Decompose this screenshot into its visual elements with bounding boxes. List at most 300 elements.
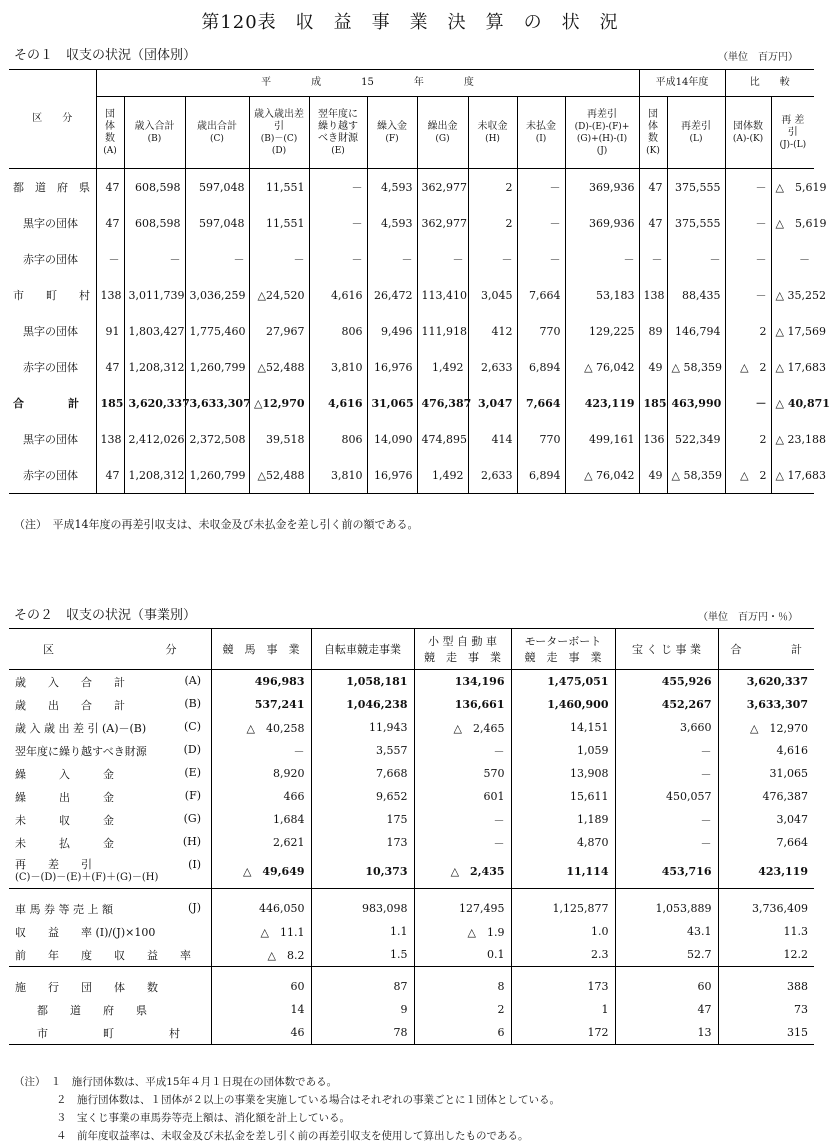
cell-value: 3,045 bbox=[468, 277, 517, 313]
row-label bbox=[9, 1021, 211, 1045]
cell-value: △ 40,871 bbox=[771, 385, 814, 421]
table-row bbox=[9, 277, 814, 313]
header-line: 自転車競走事業 bbox=[324, 643, 401, 656]
col-header bbox=[417, 97, 468, 169]
col-header bbox=[249, 97, 314, 169]
col-header-code: (D)-(E)-(F)+(G)+(H)-(I) bbox=[574, 121, 630, 144]
cell-value: △24,520 bbox=[249, 277, 309, 313]
cell-value: 608,598 bbox=[124, 169, 185, 206]
col-header-code: (B) bbox=[147, 133, 162, 144]
header-line: 競 走 事 業 bbox=[524, 651, 602, 664]
cell-value: － bbox=[667, 241, 725, 277]
cell-value: 49 bbox=[639, 349, 667, 385]
row-label-wrap bbox=[15, 674, 201, 690]
row-label bbox=[9, 785, 211, 808]
col-header-name: 再 差 引 bbox=[781, 114, 805, 138]
cell-value: 185 bbox=[639, 385, 667, 421]
cell-value: 4,616 bbox=[309, 385, 367, 421]
cell-value: － bbox=[615, 808, 718, 831]
row-label: 黒字の団体 bbox=[23, 217, 78, 230]
col-header bbox=[639, 97, 667, 169]
cell-value: 3,633,307 bbox=[185, 385, 249, 421]
col-header-code: (A)-(K) bbox=[732, 133, 764, 144]
cell-value: 10,373 bbox=[311, 854, 414, 889]
cell-value: 11,943 bbox=[311, 716, 414, 739]
row-code: (J) bbox=[188, 900, 201, 914]
cell-value: △ 5,619 bbox=[771, 169, 814, 206]
cell-value: － bbox=[517, 169, 565, 206]
cell-value: 2 bbox=[725, 313, 771, 349]
group-h14-header: 平成14年度 bbox=[639, 70, 725, 97]
cell-value: 362,977 bbox=[417, 205, 468, 241]
col-header-code: (F) bbox=[385, 133, 399, 144]
col-header-name: 未払金 bbox=[526, 120, 556, 132]
cell-value: 43.1 bbox=[615, 920, 718, 943]
spacer-cell bbox=[615, 889, 718, 898]
group-h15-header: 平 成 15 年 度 bbox=[96, 70, 639, 97]
col-header-name: 歳入合計 bbox=[134, 120, 175, 132]
cell-value: 1,803,427 bbox=[124, 313, 185, 349]
col-header-name: 団体数 bbox=[733, 120, 764, 132]
cell-value: － bbox=[615, 831, 718, 854]
cell-value: － bbox=[309, 169, 367, 206]
cell-value: 7,664 bbox=[517, 385, 565, 421]
row-label: 赤字の団体 bbox=[23, 469, 78, 482]
row-label-text: 未 払 金 bbox=[15, 836, 114, 850]
col-header-name: 再差引 bbox=[681, 120, 712, 132]
cell-value: 27,967 bbox=[249, 313, 309, 349]
col-header-code: (H) bbox=[485, 133, 500, 144]
section-1-note: （注） 平成14年度の再差引収支は、未収金及び未払金を差し引く前の額である。 bbox=[14, 518, 419, 531]
section-2-notes bbox=[14, 1073, 560, 1145]
cell-value: 185 bbox=[96, 385, 124, 421]
cell-value: 315 bbox=[718, 1021, 814, 1045]
col-header bbox=[517, 97, 565, 169]
cell-value: 60 bbox=[615, 975, 718, 998]
col-header-code: (E) bbox=[331, 145, 345, 156]
row-label-text: 繰 入 金 bbox=[15, 767, 114, 781]
cell-value: － bbox=[414, 808, 511, 831]
row-code: (G) bbox=[183, 811, 201, 825]
cell-value: △ 2,435 bbox=[414, 854, 511, 889]
cell-value: － bbox=[615, 739, 718, 762]
cell-value: △ 58,359 bbox=[667, 349, 725, 385]
row-code: (B) bbox=[184, 696, 201, 710]
cell-value: 4,616 bbox=[718, 739, 814, 762]
kubun-header: 区 分 bbox=[9, 70, 96, 169]
cell-value: － bbox=[468, 241, 517, 277]
row-label: 黒字の団体 bbox=[23, 325, 78, 338]
cell-value: － bbox=[414, 831, 511, 854]
row-label-wrap bbox=[15, 697, 201, 713]
col-header-code: (K) bbox=[646, 145, 660, 156]
table-row bbox=[9, 762, 814, 785]
table-row bbox=[9, 920, 814, 943]
row-code: (H) bbox=[182, 834, 201, 848]
row-label bbox=[9, 854, 211, 889]
cell-value: 47 bbox=[96, 169, 124, 206]
col-header-code: (A) bbox=[103, 145, 117, 156]
row-label bbox=[9, 920, 211, 943]
cell-value: 1,684 bbox=[211, 808, 311, 831]
spacer-cell bbox=[9, 967, 211, 976]
table-row bbox=[9, 897, 814, 920]
col-header-name: 再差引 bbox=[587, 108, 617, 120]
col-header-code: (J)-(L) bbox=[779, 139, 807, 150]
kubun-part: 分 bbox=[165, 643, 177, 656]
cell-value: 60 bbox=[211, 975, 311, 998]
cell-value: 6,894 bbox=[517, 349, 565, 385]
table-row bbox=[9, 670, 814, 694]
row-label: 黒字の団体 bbox=[23, 433, 78, 446]
row-label-text: 収 益 率 (I)/(J)×100 bbox=[15, 925, 156, 939]
cell-value: 87 bbox=[311, 975, 414, 998]
table-row bbox=[9, 313, 814, 349]
cell-value: － bbox=[517, 205, 565, 241]
cell-value: 14,151 bbox=[511, 716, 615, 739]
kubun-part: 区 bbox=[43, 643, 54, 656]
col-header-name: 団体数 bbox=[105, 108, 115, 144]
row-label bbox=[9, 998, 211, 1021]
cell-value: △ 23,188 bbox=[771, 421, 814, 457]
row-label-text: 再 差 引 bbox=[15, 858, 92, 871]
cell-value: 127,495 bbox=[414, 897, 511, 920]
table-row bbox=[9, 975, 814, 998]
spacer-cell bbox=[414, 889, 511, 898]
cell-value: 9,496 bbox=[367, 313, 417, 349]
cell-value: 12.2 bbox=[718, 943, 814, 967]
cell-value: 2 bbox=[725, 421, 771, 457]
col-header-name: 翌年度に繰り越すべき財源 bbox=[318, 108, 358, 144]
cell-value: 453,716 bbox=[615, 854, 718, 889]
cell-value: － bbox=[725, 241, 771, 277]
header-part: 合 bbox=[730, 643, 742, 656]
cell-value: 476,387 bbox=[718, 785, 814, 808]
header-line: 競 走 事 業 bbox=[424, 651, 501, 664]
cell-value: 570 bbox=[414, 762, 511, 785]
cell-value: 476,387 bbox=[417, 385, 468, 421]
row-code: (F) bbox=[184, 788, 201, 802]
row-label-text: 施 行 団 体 数 bbox=[15, 980, 158, 994]
col-header bbox=[667, 97, 725, 169]
table-row bbox=[9, 739, 814, 762]
cell-value: － bbox=[639, 241, 667, 277]
cell-value: 455,926 bbox=[615, 670, 718, 694]
row-label-wrap bbox=[15, 924, 201, 940]
cell-value: 1.5 bbox=[311, 943, 414, 967]
cell-value: 2,621 bbox=[211, 831, 311, 854]
cell-value: 1,775,460 bbox=[185, 313, 249, 349]
cell-value: 13 bbox=[615, 1021, 718, 1045]
cell-value: 73 bbox=[718, 998, 814, 1021]
table-row bbox=[9, 716, 814, 739]
cell-value: 1 bbox=[511, 998, 615, 1021]
cell-value: － bbox=[615, 762, 718, 785]
cell-value: △ 49,649 bbox=[211, 854, 311, 889]
cell-value: － bbox=[309, 241, 367, 277]
cell-value: 53,183 bbox=[565, 277, 639, 313]
cell-value: 3,011,739 bbox=[124, 277, 185, 313]
row-label-wrap bbox=[15, 789, 201, 805]
page-title: 第120表 収 益 事 業 決 算 の 状 況 bbox=[201, 12, 619, 33]
section-2-heading: その２ 収支の状況（事業別） bbox=[14, 608, 197, 623]
cell-value: 3,810 bbox=[309, 457, 367, 494]
cell-value: △ 2,465 bbox=[414, 716, 511, 739]
row-label bbox=[9, 943, 211, 967]
cell-value: 172 bbox=[511, 1021, 615, 1045]
cell-value: 3,620,337 bbox=[718, 670, 814, 694]
cell-value: 3,633,307 bbox=[718, 693, 814, 716]
business-col-header bbox=[718, 629, 814, 670]
col-header-sub: (D) bbox=[271, 145, 287, 156]
cell-value: 16,976 bbox=[367, 349, 417, 385]
cell-value: 362,977 bbox=[417, 169, 468, 206]
table-row bbox=[9, 854, 814, 889]
row-label-wrap bbox=[15, 812, 201, 828]
col-header-name: 繰入金 bbox=[377, 120, 407, 132]
row-code: (A) bbox=[184, 673, 201, 687]
cell-value: 7,664 bbox=[718, 831, 814, 854]
cell-value: 450,057 bbox=[615, 785, 718, 808]
row-label-wrap bbox=[15, 766, 201, 782]
row-label bbox=[9, 716, 211, 739]
row-label bbox=[9, 975, 211, 998]
cell-value: － bbox=[725, 277, 771, 313]
spacer-cell bbox=[211, 967, 311, 976]
table-row bbox=[9, 457, 814, 494]
cell-value: 2,633 bbox=[468, 349, 517, 385]
cell-value: 6,894 bbox=[517, 457, 565, 494]
table-row bbox=[9, 785, 814, 808]
section-2-unit: （単位 百万円・％） bbox=[698, 612, 798, 623]
col-header bbox=[185, 97, 249, 169]
cell-value: △ 17,683 bbox=[771, 349, 814, 385]
cell-value: 608,598 bbox=[124, 205, 185, 241]
table-row bbox=[9, 385, 814, 421]
cell-value: － bbox=[417, 241, 468, 277]
row-label-text: 歳 出 合 計 bbox=[15, 698, 125, 712]
kubun-header-text bbox=[13, 641, 207, 657]
row-label-text: 歳 入 歳 出 差 引 (A)－(B) bbox=[15, 721, 147, 735]
cell-value: 2,412,026 bbox=[124, 421, 185, 457]
cell-value: 414 bbox=[468, 421, 517, 457]
cell-value: 1,046,238 bbox=[311, 693, 414, 716]
cell-value: 7,664 bbox=[517, 277, 565, 313]
row-label: 合 計 bbox=[13, 397, 79, 410]
cell-value: 3,047 bbox=[718, 808, 814, 831]
cell-value: － bbox=[185, 241, 249, 277]
cell-value: 1,208,312 bbox=[124, 349, 185, 385]
cell-value: 46 bbox=[211, 1021, 311, 1045]
section-1-unit: （単位 百万円） bbox=[718, 52, 798, 63]
row-label-text: 歳 入 合 計 bbox=[15, 675, 125, 689]
cell-value: 78 bbox=[311, 1021, 414, 1045]
row-code: (I) bbox=[188, 858, 201, 871]
cell-value: 369,936 bbox=[565, 205, 639, 241]
row-label-wrap bbox=[15, 743, 201, 759]
cell-value: － bbox=[249, 241, 309, 277]
cell-value: 3,810 bbox=[309, 349, 367, 385]
cell-value: 11,551 bbox=[249, 169, 309, 206]
note-line: ３ 宝くじ事業の車馬券等売上額は、消化額を計上している。 bbox=[14, 1112, 350, 1124]
spacer-cell bbox=[718, 967, 814, 976]
row-label-text: 都 道 府 県 bbox=[37, 1003, 147, 1017]
cell-value: 522,349 bbox=[667, 421, 725, 457]
row-label bbox=[9, 739, 211, 762]
cell-value: 138 bbox=[96, 277, 124, 313]
cell-value: 3,047 bbox=[468, 385, 517, 421]
table-row bbox=[9, 808, 814, 831]
cell-value: － bbox=[565, 241, 639, 277]
cell-value: △ 76,042 bbox=[565, 349, 639, 385]
row-code: (E) bbox=[184, 765, 201, 779]
cell-value: △ 17,569 bbox=[771, 313, 814, 349]
cell-value: △ 2 bbox=[725, 349, 771, 385]
cell-value: － bbox=[725, 169, 771, 206]
business-col-header bbox=[311, 629, 414, 670]
cell-value: 91 bbox=[96, 313, 124, 349]
row-label bbox=[9, 693, 211, 716]
section-1-heading: その１ 収支の状況（団体別） bbox=[14, 48, 197, 63]
cell-value: 2 bbox=[414, 998, 511, 1021]
cell-value: － bbox=[771, 241, 814, 277]
table-row bbox=[9, 169, 814, 206]
cell-value: △ 1.9 bbox=[414, 920, 511, 943]
row-label: 赤字の団体 bbox=[23, 253, 78, 266]
cell-value: 15,611 bbox=[511, 785, 615, 808]
cell-value: 423,119 bbox=[718, 854, 814, 889]
cell-value: 26,472 bbox=[367, 277, 417, 313]
cell-value: △ 11.1 bbox=[211, 920, 311, 943]
cell-value: 175 bbox=[311, 808, 414, 831]
cell-value: 49 bbox=[639, 457, 667, 494]
cell-value: 3,660 bbox=[615, 716, 718, 739]
cell-value: 423,119 bbox=[565, 385, 639, 421]
cell-value: 7,668 bbox=[311, 762, 414, 785]
row-label-text: 前 年 度 収 益 率 bbox=[15, 948, 191, 962]
cell-value: 138 bbox=[639, 277, 667, 313]
cell-value: 1,059 bbox=[511, 739, 615, 762]
row-label-text: 車 馬 券 等 売 上 額 bbox=[15, 902, 113, 916]
col-header-sub: (J) bbox=[596, 145, 608, 156]
spacer-cell bbox=[511, 889, 615, 898]
cell-value: 2 bbox=[468, 169, 517, 206]
cell-value: 597,048 bbox=[185, 205, 249, 241]
header-part: 計 bbox=[791, 643, 802, 656]
cell-value: 11,551 bbox=[249, 205, 309, 241]
cell-value: △12,970 bbox=[249, 385, 309, 421]
cell-value: △ 76,042 bbox=[565, 457, 639, 494]
table-row bbox=[9, 998, 814, 1021]
business-col-header bbox=[414, 629, 511, 670]
cell-value: 770 bbox=[517, 313, 565, 349]
table-row bbox=[9, 943, 814, 967]
row-label: 都 道 府 県 bbox=[13, 181, 90, 194]
cell-value: 47 bbox=[96, 205, 124, 241]
cell-value: － bbox=[414, 739, 511, 762]
cell-value: 47 bbox=[96, 457, 124, 494]
header-line: 競 馬 事 業 bbox=[222, 643, 300, 656]
cell-value: 31,065 bbox=[367, 385, 417, 421]
cell-value: 1.0 bbox=[511, 920, 615, 943]
cell-value: 601 bbox=[414, 785, 511, 808]
cell-value: 1,460,900 bbox=[511, 693, 615, 716]
cell-value: 3,036,259 bbox=[185, 277, 249, 313]
cell-value: 1,260,799 bbox=[185, 457, 249, 494]
cell-value: 983,098 bbox=[311, 897, 414, 920]
cell-value: 3,620,337 bbox=[124, 385, 185, 421]
cell-value: 1,492 bbox=[417, 349, 468, 385]
row-label-wrap bbox=[15, 835, 201, 851]
cell-value: 770 bbox=[517, 421, 565, 457]
cell-value: 2 bbox=[468, 205, 517, 241]
cell-value: △52,488 bbox=[249, 349, 309, 385]
cell-value: 146,794 bbox=[667, 313, 725, 349]
row-code: (D) bbox=[183, 742, 201, 756]
note-line: ２ 施行団体数は、１団体が２以上の事業を実施している場合はそれぞれの事業ごとに１団体としている。 bbox=[14, 1094, 560, 1106]
row-label-text: 繰 出 金 bbox=[15, 790, 114, 804]
col-header-code: (I) bbox=[535, 133, 547, 144]
table-row bbox=[9, 241, 814, 277]
cell-value: △ 58,359 bbox=[667, 457, 725, 494]
cell-value: 39,518 bbox=[249, 421, 309, 457]
row-label-wrap bbox=[15, 979, 201, 995]
row-label-wrap bbox=[15, 858, 201, 871]
cell-value: 129,225 bbox=[565, 313, 639, 349]
cell-value: 134,196 bbox=[414, 670, 511, 694]
table-row bbox=[9, 205, 814, 241]
spacer-cell bbox=[211, 889, 311, 898]
cell-value: 2,372,508 bbox=[185, 421, 249, 457]
cell-value: － bbox=[725, 385, 771, 421]
header-line: 小 型 自 動 車 bbox=[428, 635, 497, 648]
cell-value: 375,555 bbox=[667, 169, 725, 206]
row-label-formula: (C)－(D)－(E)＋(F)＋(G)－(H) bbox=[15, 872, 159, 883]
cell-value: 806 bbox=[309, 313, 367, 349]
col-header bbox=[771, 97, 814, 169]
cell-value: 31,065 bbox=[718, 762, 814, 785]
cell-value: － bbox=[517, 241, 565, 277]
cell-value: 8 bbox=[414, 975, 511, 998]
cell-value: 4,616 bbox=[309, 277, 367, 313]
spacer-row bbox=[9, 889, 814, 898]
business-col-header bbox=[211, 629, 311, 670]
col-header-name: 歳出合計 bbox=[197, 120, 237, 132]
cell-value: 2,633 bbox=[468, 457, 517, 494]
col-header bbox=[468, 97, 517, 169]
cell-value: △ 5,619 bbox=[771, 205, 814, 241]
col-header-code: (G) bbox=[435, 133, 450, 144]
cell-value: － bbox=[725, 205, 771, 241]
cell-value: 136,661 bbox=[414, 693, 511, 716]
table-row bbox=[9, 831, 814, 854]
cell-value: 4,593 bbox=[367, 205, 417, 241]
col-header bbox=[124, 97, 185, 169]
cell-value: 0.1 bbox=[414, 943, 511, 967]
cell-value: 89 bbox=[639, 313, 667, 349]
header-line: モーターボート bbox=[524, 635, 602, 648]
cell-value: 597,048 bbox=[185, 169, 249, 206]
row-code: (C) bbox=[184, 719, 201, 733]
col-header-name: 歳入歳出差 引 bbox=[254, 108, 314, 132]
table-row bbox=[9, 421, 814, 457]
cell-value: 14,090 bbox=[367, 421, 417, 457]
table-by-entity bbox=[9, 69, 830, 494]
cell-value: 4,870 bbox=[511, 831, 615, 854]
cell-value: 1.1 bbox=[311, 920, 414, 943]
cell-value: 474,895 bbox=[417, 421, 468, 457]
row-label-wrap bbox=[15, 1002, 201, 1018]
